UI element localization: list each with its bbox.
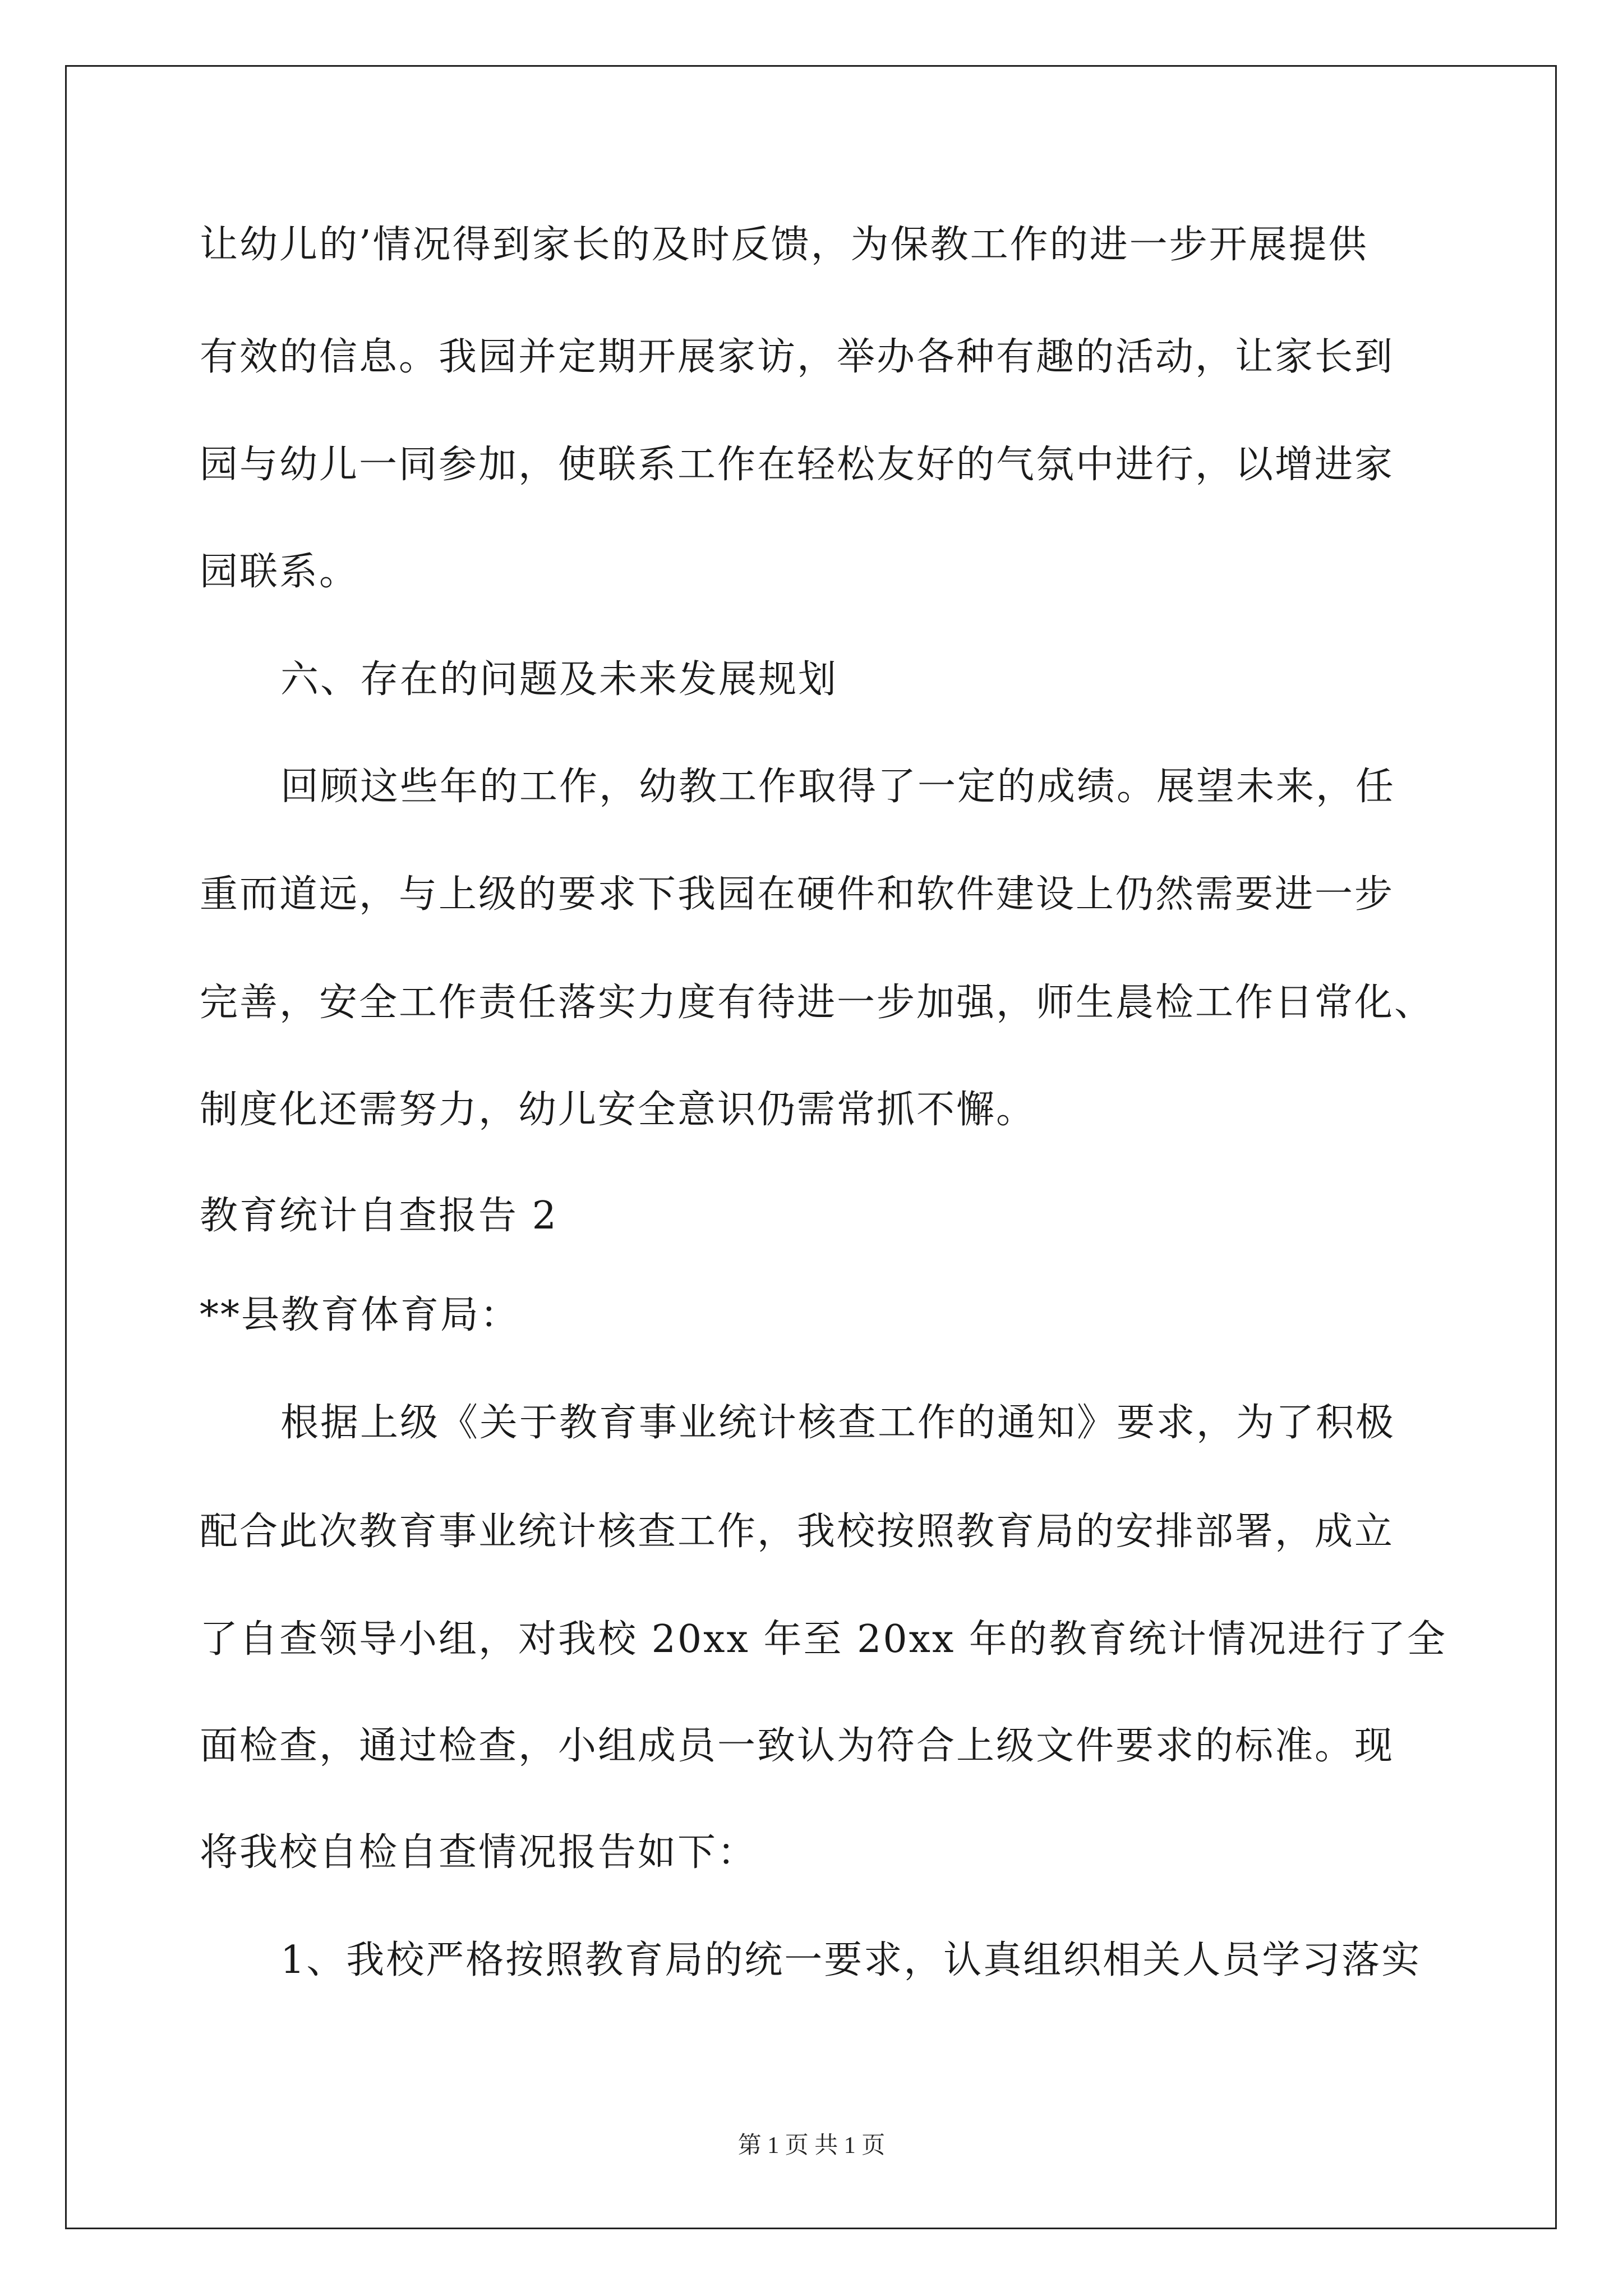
body-line: 有效的信息。我园并定期开展家访，举办各种有趣的活动，让家长到	[200, 335, 1395, 379]
body-line: 了自查领导小组，对我校 20xx 年至 20xx 年的教育统计情况进行了全	[200, 1617, 1447, 1662]
body-line: 让幼儿的’情况得到家长的及时反馈，为保教工作的进一步开展提供	[200, 223, 1368, 267]
body-line: 园联系。	[200, 550, 359, 594]
page-border	[65, 65, 1557, 2229]
body-line: 配合此次教育事业统计核查工作，我校按照教育局的安排部署，成立	[200, 1510, 1395, 1554]
body-line: 回顾这些年的工作，幼教工作取得了一定的成绩。展望未来，任	[280, 765, 1396, 809]
page-footer: 第 1 页 共 1 页	[737, 2133, 886, 2159]
body-line: 将我校自检自查情况报告如下：	[200, 1830, 758, 1875]
addressee: **县教育体育局：	[200, 1293, 520, 1337]
body-line: 完善，安全工作责任落实力度有待进一步加强，师生晨检工作日常化、	[200, 981, 1435, 1025]
body-line: 根据上级《关于教育事业统计核查工作的通知》要求，为了积极	[280, 1401, 1396, 1445]
body-line: 面检查，通过检查，小组成员一致认为符合上级文件要求的标准。现	[200, 1724, 1395, 1768]
body-line: 重而道远，与上级的要求下我园在硬件和软件建设上仍然需要进一步	[200, 872, 1395, 917]
section-heading: 六、存在的问题及未来发展规划	[280, 657, 838, 702]
body-line: 园与幼儿一同参加，使联系工作在轻松友好的气氛中进行，以增进家	[200, 443, 1395, 487]
body-line: 1、我校严格按照教育局的统一要求，认真组织相关人员学习落实	[280, 1938, 1422, 1982]
report-title: 教育统计自查报告 2	[200, 1194, 558, 1238]
body-line: 制度化还需努力，幼儿安全意识仍需常抓不懈。	[200, 1088, 1036, 1132]
